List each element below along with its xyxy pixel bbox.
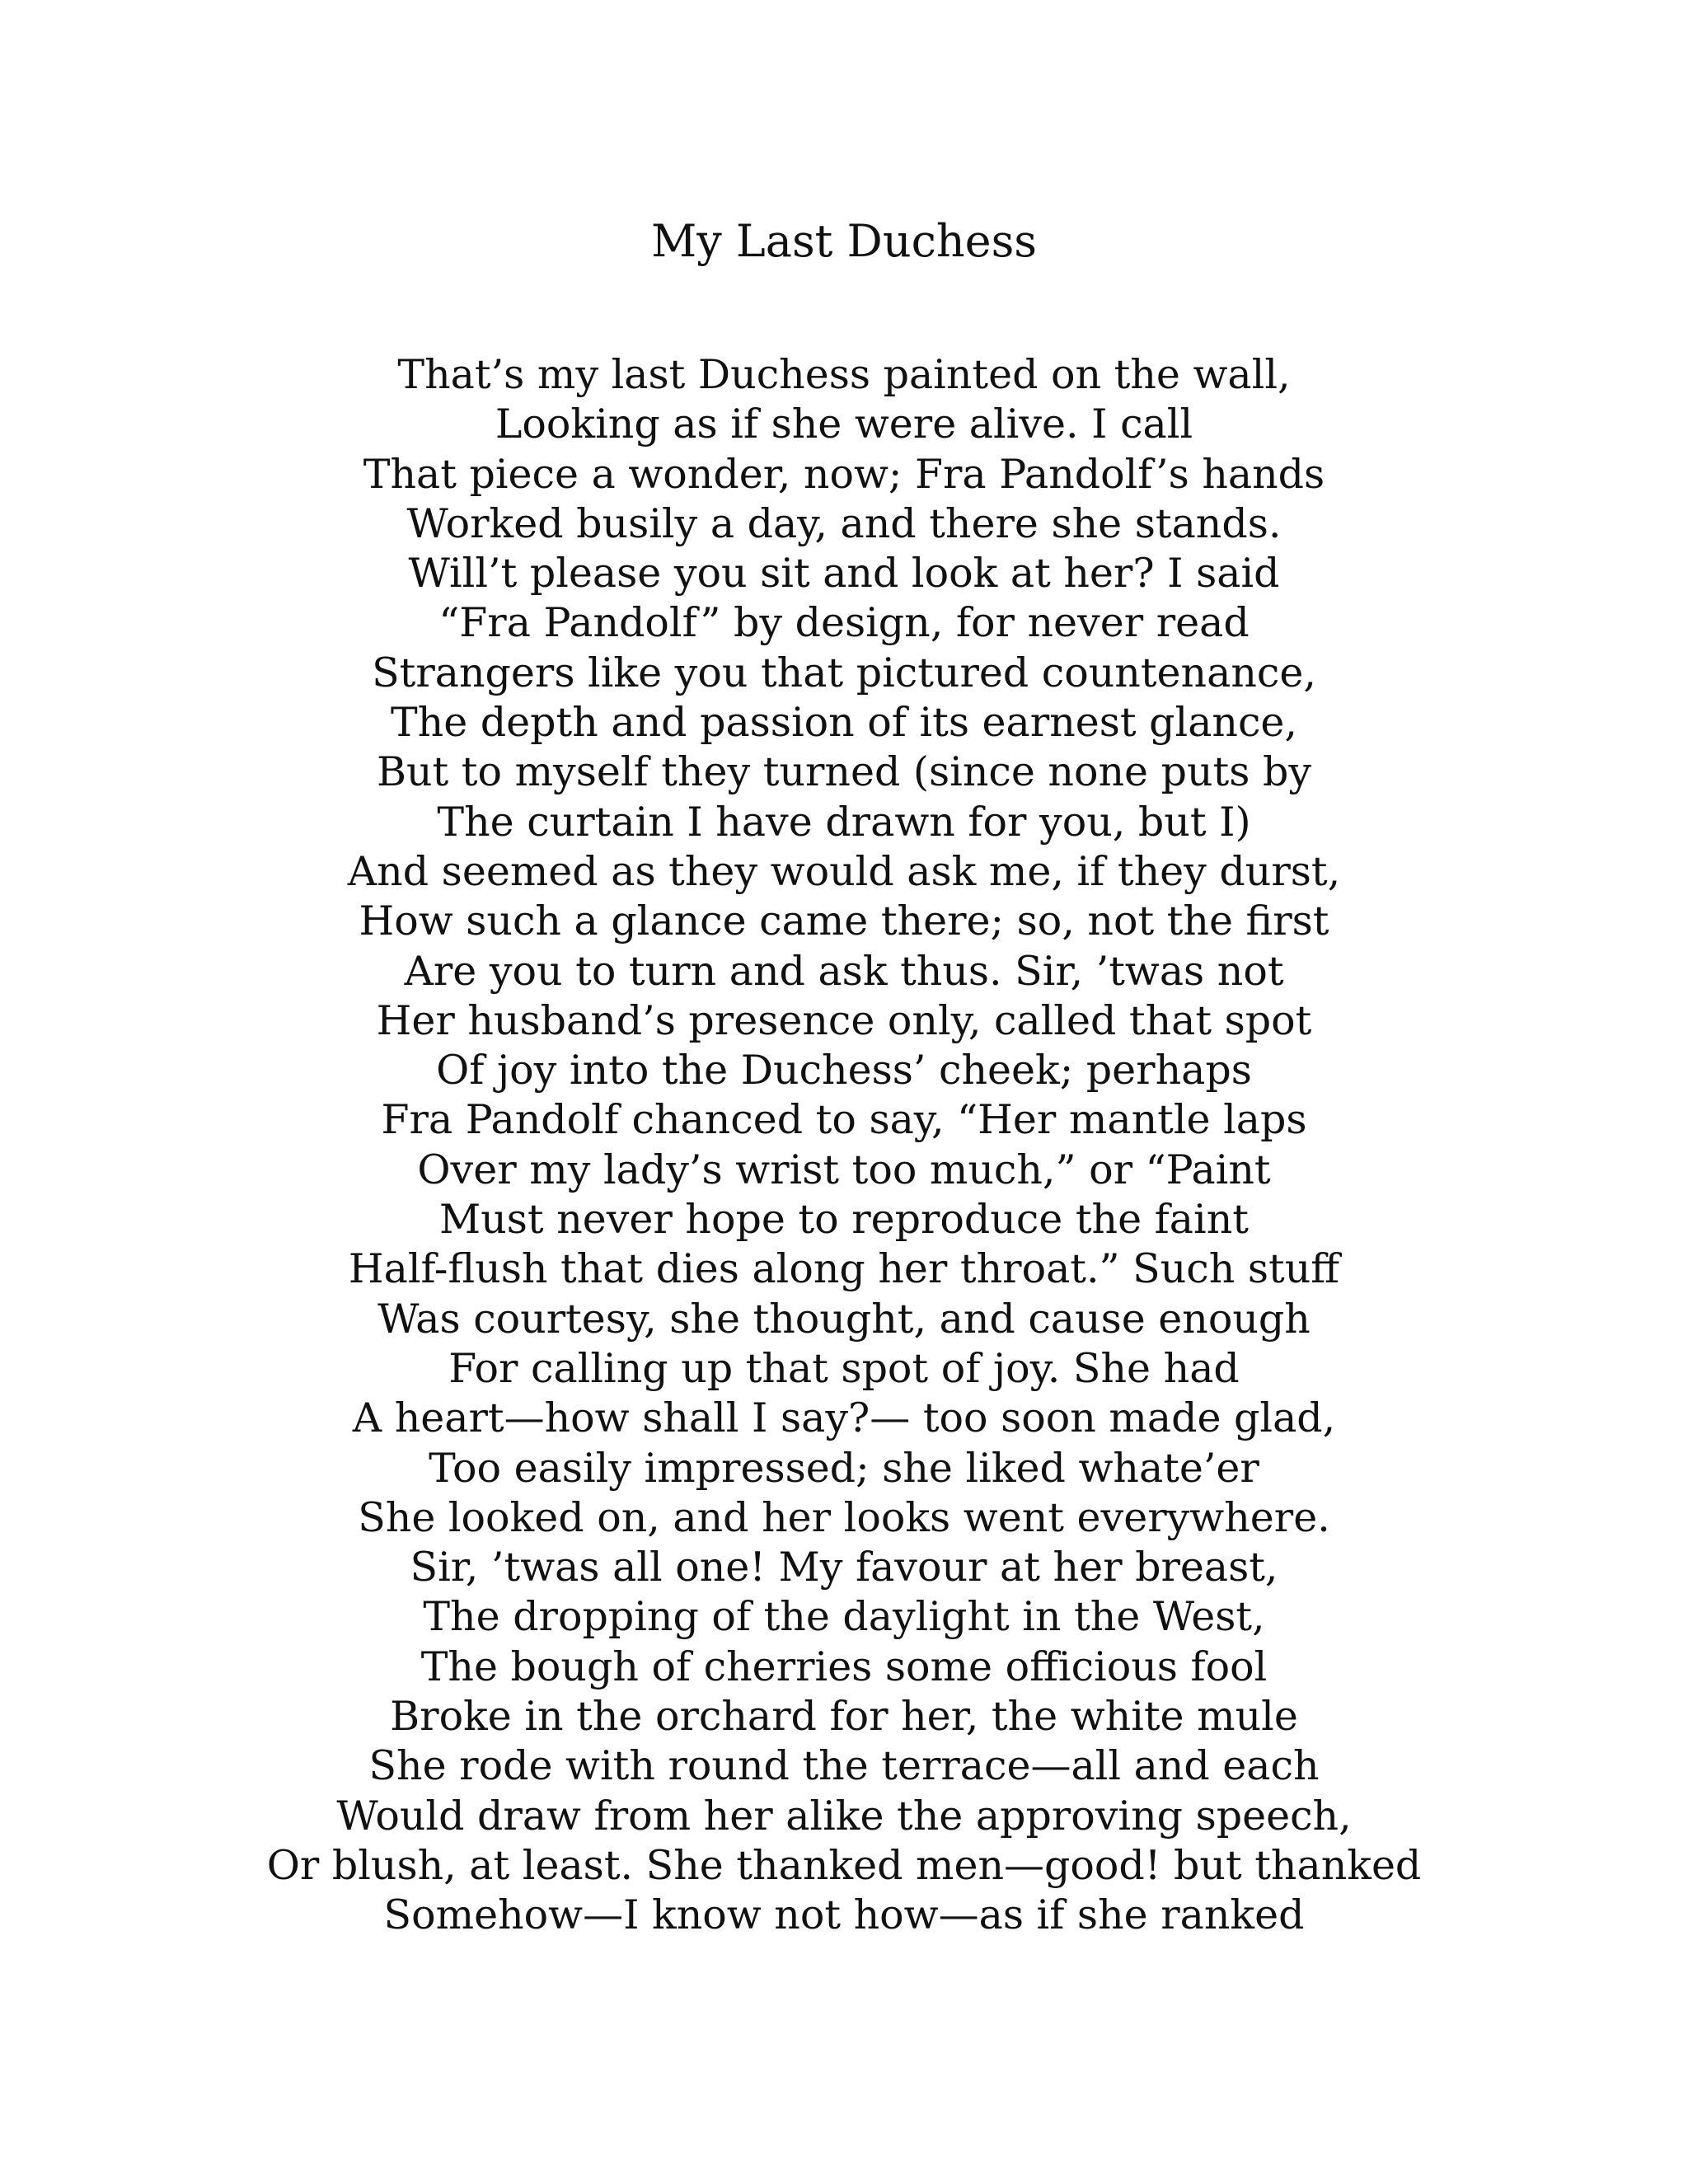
poem-line: But to myself they turned (since none puts by	[376, 748, 1312, 796]
poem-line: Of joy into the Duchess’ cheek; perhaps	[436, 1047, 1252, 1094]
poem-line: Would draw from her alike the approving speech,	[336, 1792, 1352, 1840]
poem-line: That’s my last Duchess painted on the wall,	[397, 351, 1291, 398]
poem-line: Fra Pandolf chanced to say, “Her mantle laps	[381, 1096, 1307, 1144]
poem-line: Half-flush that dies along her throat.” Such stuff	[348, 1245, 1340, 1293]
poem-line: Too easily impressed; she liked whate’er	[429, 1444, 1259, 1492]
poem-body	[0, 350, 1688, 1941]
poem-line: Somehow—I know not how—as if she ranked	[383, 1891, 1305, 1939]
poem-line: That piece a wonder, now; Fra Pandolf’s hands	[363, 450, 1325, 498]
poem-line: Or blush, at least. She thanked men—good! but thanked	[266, 1841, 1422, 1889]
poem-line: Looking as if she were alive. I call	[495, 401, 1193, 448]
poem-title: My Last Duchess	[650, 215, 1038, 267]
poem-line: A heart—how shall I say?— too soon made glad,	[352, 1394, 1336, 1442]
poem-line: Her husband’s presence only, called that spot	[376, 996, 1312, 1044]
poem-line: She rode with round the terrace—all and each	[368, 1742, 1320, 1790]
poem-line: Strangers like you that pictured countenance,	[372, 649, 1316, 696]
poem-line: Sir, ’twas all one! My favour at her breast,	[410, 1544, 1278, 1591]
poem-line: “Fra Pandolf” by design, for never read	[438, 599, 1250, 647]
poem-line: How such a glance came there; so, not the first	[359, 898, 1329, 945]
poem-line: For calling up that spot of joy. She had	[448, 1344, 1240, 1392]
poem-line: Are you to turn and ask thus. Sir, ’twas not	[404, 947, 1284, 995]
poem-line: Broke in the orchard for her, the white mule	[390, 1693, 1298, 1741]
poem-line: The dropping of the daylight in the West,	[423, 1593, 1265, 1641]
poem-line: Over my lady’s wrist too much,” or “Paint	[417, 1146, 1271, 1193]
poem-line: She looked on, and her looks went everywhere.	[358, 1493, 1330, 1541]
poem-line: Must never hope to reproduce the faint	[439, 1196, 1249, 1244]
poem-line: The curtain I have drawn for you, but I)	[437, 798, 1251, 846]
poem-line: Worked busily a day, and there she stands.	[406, 499, 1282, 547]
poem-line: Will’t please you sit and look at her? I said	[408, 550, 1280, 598]
poem-line: The depth and passion of its earnest glance,	[391, 699, 1297, 747]
poem-line: Was courtesy, she thought, and cause enough	[377, 1295, 1311, 1343]
poem-line: And seemed as they would ask me, if they durst,	[347, 847, 1341, 895]
poem-line: The bough of cherries some officious fool	[420, 1643, 1268, 1690]
